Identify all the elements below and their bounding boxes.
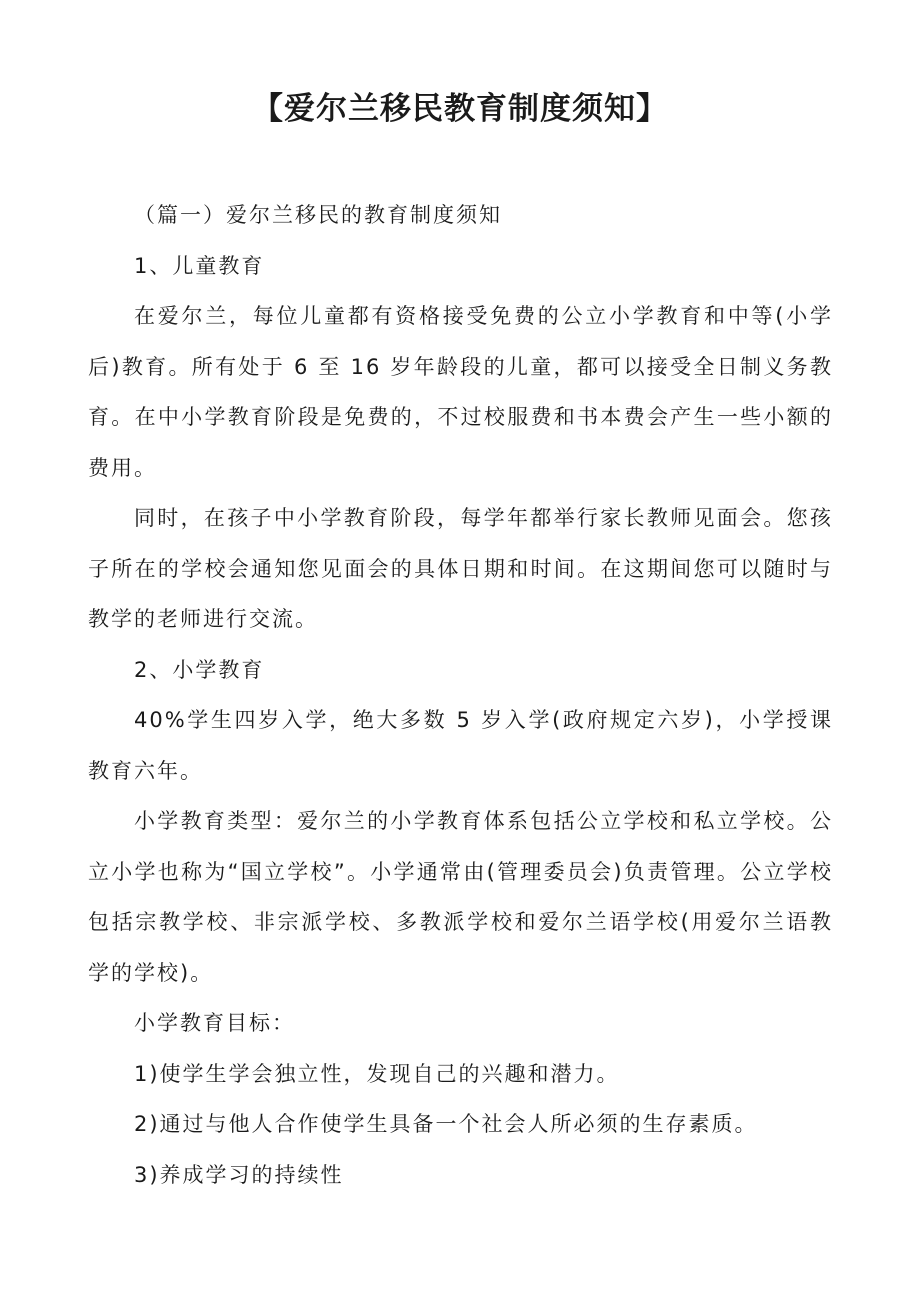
paragraph-enrollment-age: 40%学生四岁入学，绝大多数 5 岁入学(政府规定六岁)，小学授课教育六年。 [88, 708, 833, 783]
document-title: 【爱尔兰移民教育制度须知】 [252, 91, 668, 127]
list-item-goal-3: 3)养成学习的持续性 [134, 1162, 344, 1187]
subheading-child-education: 1、儿童教育 [134, 253, 265, 278]
paragraph-school-types: 小学教育类型：爱尔兰的小学教育体系包括公立学校和私立学校。公立小学也称为“国立学校”。小学通常由(管理委员会)负责管理。公立学校包括宗教学校、非宗派学校、多教派学校和爱尔兰语学校(用爱尔兰语教学的学校)。 [88, 809, 833, 985]
list-item-goal-1: 1)使学生学会独立性，发现自己的兴趣和潜力。 [134, 1061, 620, 1086]
subheading-education-goals: 小学教育目标： [134, 1011, 295, 1035]
section-heading-part-one: （篇一）爱尔兰移民的教育制度须知 [134, 203, 502, 227]
paragraph-free-education: 在爱尔兰，每位儿童都有资格接受免费的公立小学教育和中等(小学后)教育。所有处于 6 至 16 岁年龄段的儿童，都可以接受全日制义务教育。在中小学教育阶段是免费的，不过校服费和书本费会产生一些小额的费用。 [88, 304, 833, 480]
list-item-goal-2: 2)通过与他人合作使学生具备一个社会人所必须的生存素质。 [134, 1112, 758, 1136]
subheading-primary-education: 2、小学教育 [134, 657, 265, 682]
document-body [88, 190, 833, 1200]
paragraph-parent-teacher-meeting: 同时，在孩子中小学教育阶段，每学年都举行家长教师见面会。您孩子所在的学校会通知您见面会的具体日期和时间。在这期间您可以随时与教学的老师进行交流。 [88, 506, 833, 631]
